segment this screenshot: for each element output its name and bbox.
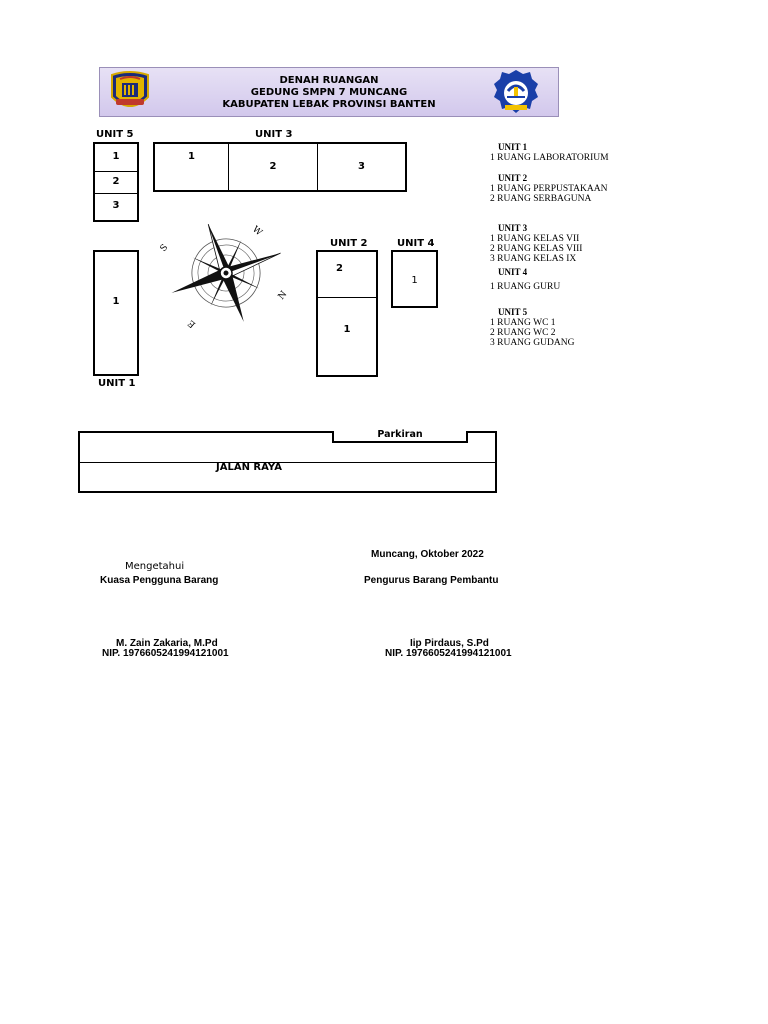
- parking-area: [332, 431, 468, 443]
- left-signer-nip: NIP. 197660524199412100​1: [102, 648, 229, 659]
- unit1-block: [93, 250, 139, 376]
- tut-wuri-logo: [488, 68, 544, 118]
- place-date: Muncang, Oktober 2022: [371, 549, 484, 560]
- road-block: [78, 431, 497, 493]
- right-signer-name: Iip Pirdaus, S.Pd: [410, 638, 489, 649]
- unit2-room-1: 1: [343, 324, 351, 335]
- unit3-block: [153, 142, 407, 192]
- right-signer-nip: NIP. 197660524199412100​1: [385, 648, 512, 659]
- unit5-label: UNIT 5: [96, 129, 134, 140]
- compass-letter-w: W: [250, 224, 264, 239]
- legend-unit4-item-1: 1 RUANG GURU: [490, 282, 561, 292]
- legend-unit3-item-3: 3 RUANG KELAS IX: [490, 254, 577, 264]
- acknowledged-label: Mengetahui: [125, 561, 185, 572]
- unit4-label: UNIT 4: [397, 238, 435, 249]
- compass-letter-e: E: [186, 317, 198, 328]
- legend-unit5-title: UNIT 5: [498, 307, 528, 317]
- legend: [490, 142, 690, 348]
- legend-unit5-item-3: 3 RUANG GUDANG: [490, 338, 575, 348]
- unit3-label: UNIT 3: [255, 129, 293, 140]
- unit2-room-2: 2: [318, 252, 376, 298]
- compass-letter-n: N: [276, 289, 290, 302]
- unit3-room-2: 2: [229, 144, 318, 190]
- legend-unit3-item-2: 2 RUANG KELAS VIII: [490, 244, 583, 254]
- legend-unit4-title: UNIT 4: [498, 267, 528, 277]
- road-label: JALAN RAYA: [216, 462, 282, 473]
- unit1-label: UNIT 1: [98, 378, 136, 389]
- header-title-line1: DENAH RUANGAN: [279, 75, 379, 86]
- unit2-label: UNIT 2: [330, 238, 368, 249]
- legend-unit1-title: UNIT 1: [498, 142, 528, 152]
- unit5-block: [93, 142, 139, 222]
- unit4-block: [391, 250, 438, 308]
- legend-unit2-item-2: 2 RUANG SERBAGUNA: [490, 194, 592, 204]
- parking-label: Parkiran: [377, 429, 423, 440]
- legend-unit5-item-1: 1 RUANG WC 1: [490, 318, 556, 328]
- unit5-room-3: 3: [112, 200, 120, 211]
- unit1-room-1: 1: [112, 296, 120, 307]
- left-signer-name: M. Zain Zakaria, M.Pd: [116, 638, 218, 649]
- unit4-room-1: 1: [411, 275, 418, 286]
- unit3-room-1: 1: [155, 144, 229, 190]
- legend-unit2-item-1: 1 RUANG PERPUSTAKAAN: [490, 184, 608, 194]
- header-title-line3: KABUPATEN LEBAK PROVINSI BANTEN: [222, 99, 436, 110]
- unit3-room-3: 3: [358, 161, 365, 172]
- unit5-room-2: 2: [95, 172, 137, 194]
- road-divider: [80, 462, 495, 463]
- legend-unit3-item-1: 1 RUANG KELAS VII: [490, 234, 580, 244]
- compass-rose-icon: [158, 216, 290, 328]
- unit5-room-1: 1: [95, 144, 137, 172]
- header-banner: [99, 67, 559, 117]
- legend-unit5-item-2: 2 RUANG WC 2: [490, 328, 556, 338]
- left-signer-title: Kuasa Pengguna Barang: [100, 575, 219, 586]
- right-signer-title: Pengurus Barang Pembantu: [364, 575, 499, 586]
- header-title-line2: GEDUNG SMPN 7 MUNCANG: [250, 87, 408, 98]
- legend-unit1-item-1: 1 RUANG LABORATORIUM: [490, 153, 609, 163]
- legend-unit2-title: UNIT 2: [498, 173, 528, 183]
- unit2-block: [316, 250, 378, 377]
- compass-letter-s: S: [158, 242, 171, 254]
- legend-unit3-title: UNIT 3: [498, 223, 528, 233]
